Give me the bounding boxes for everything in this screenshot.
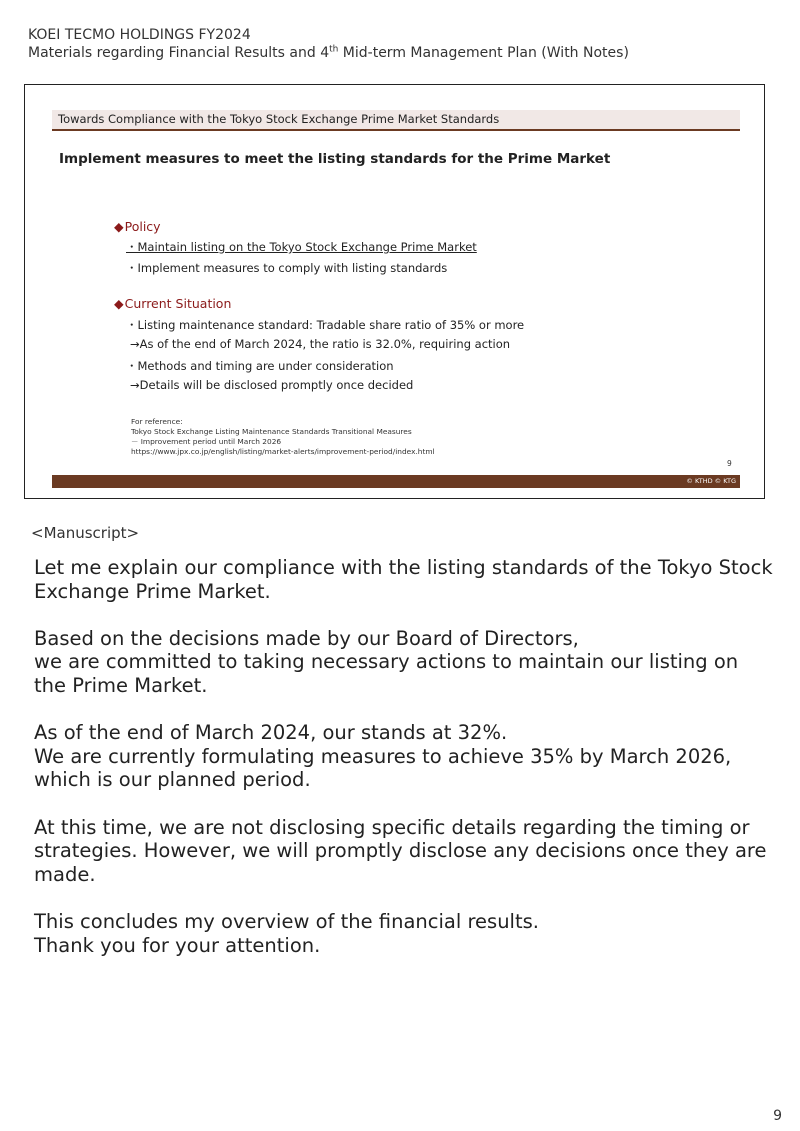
subtitle-text: Materials regarding Financial Results and 4	[28, 45, 330, 61]
slide-copyright: © KTHD © KTG	[686, 477, 736, 485]
reference-line: For reference:	[131, 417, 183, 426]
manuscript-paragraph	[34, 721, 774, 792]
slide-frame	[24, 84, 765, 499]
policy-item: ・Maintain listing on the Tokyo Stock Exchange Prime Market	[126, 240, 477, 254]
diamond-bullet-icon: ◆	[114, 296, 124, 311]
policy-title-text: Policy	[124, 219, 161, 234]
situation-item: ・Methods and timing are under consideration	[126, 359, 394, 373]
slide-page-number: 9	[727, 459, 732, 468]
document-subtitle	[28, 44, 629, 62]
situation-item: →As of the end of March 2024, the ratio is 32.0%, requiring action	[130, 337, 511, 351]
policy-section-title	[114, 219, 161, 234]
situation-item: ・Listing maintenance standard: Tradable share ratio of 35% or more	[126, 318, 525, 332]
manuscript-body	[34, 556, 774, 981]
manuscript-paragraph	[34, 556, 774, 603]
manuscript-paragraph	[34, 816, 774, 887]
slide-heading: Implement measures to meet the listing standards for the Prime Market	[59, 151, 611, 167]
situation-section-title	[114, 296, 231, 311]
manuscript-label: <Manuscript>	[31, 524, 140, 542]
reference-note	[131, 417, 435, 457]
slide-title-underline	[52, 129, 740, 131]
manuscript-paragraph	[34, 910, 774, 957]
subtitle-text-end: Mid-term Management Plan (With Notes)	[338, 45, 629, 61]
manuscript-line: we are committed to taking necessary actions to maintain our listing on the Prime Market.	[34, 650, 739, 697]
policy-item: ・Implement measures to comply with listing standards	[126, 261, 448, 275]
subtitle-superscript: th	[329, 44, 339, 55]
manuscript-paragraph	[34, 627, 774, 698]
reference-line: － Improvement period until March 2026	[131, 437, 282, 446]
diamond-bullet-icon: ◆	[114, 219, 124, 234]
manuscript-line: As of the end of March 2024, our stands at 32%.	[34, 721, 508, 745]
reference-line: Tokyo Stock Exchange Listing Maintenance Standards Transitional Measures	[131, 427, 412, 436]
slide-title-band	[52, 110, 740, 129]
situation-item: →Details will be disclosed promptly once decided	[130, 378, 414, 392]
manuscript-line: Thank you for your attention.	[34, 933, 321, 957]
document-header	[28, 26, 629, 62]
slide-footer-bar	[52, 475, 740, 488]
slide-band-title: Towards Compliance with the Tokyo Stock Exchange Prime Market Standards	[58, 112, 500, 126]
manuscript-line: This concludes my overview of the financial results.	[34, 909, 539, 933]
manuscript-line: Based on the decisions made by our Board of Directors,	[34, 626, 579, 650]
page-number: 9	[773, 1108, 782, 1124]
manuscript-line: At this time, we are not disclosing specific details regarding the timing or strategies. However, we will promptly disclose any decisions once they are made.	[34, 815, 767, 886]
manuscript-line: We are currently formulating measures to achieve 35% by March 2026, which is our planned period.	[34, 744, 732, 792]
manuscript-line: Let me explain our compliance with the listing standards of the Tokyo Stock Exchange Prime Market.	[34, 556, 773, 603]
reference-url-link[interactable]: https://www.jpx.co.jp/english/listing/market-alerts/improvement-period/index.html	[131, 447, 435, 456]
situation-title-text: Current Situation	[124, 296, 232, 311]
company-title: KOEI TECMO HOLDINGS FY2024	[28, 27, 251, 43]
